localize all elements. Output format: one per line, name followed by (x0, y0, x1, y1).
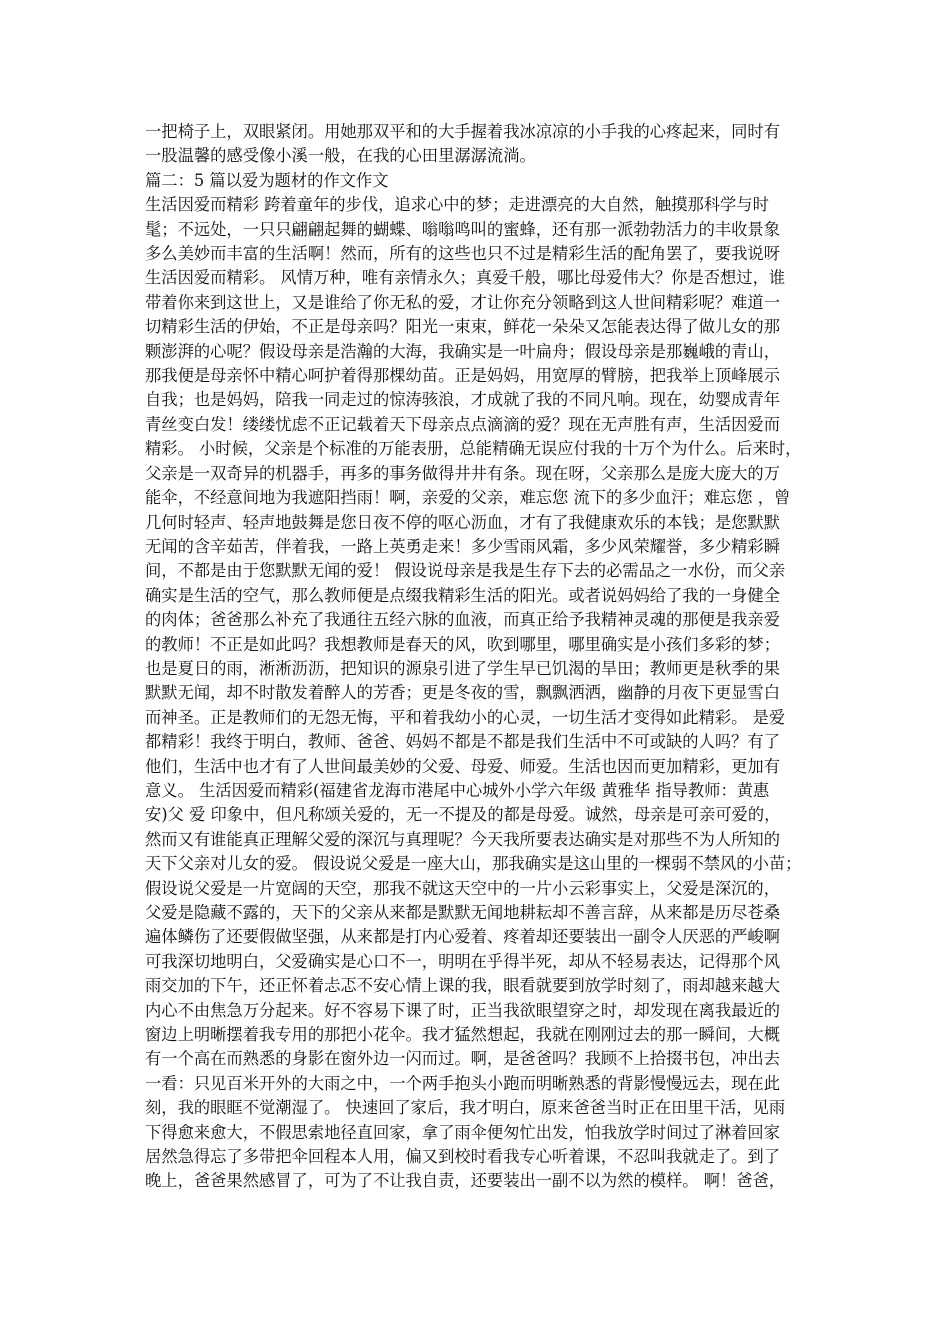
text-line: 能伞，不经意间地为我遮阳挡雨！啊，亲爱的父亲，难忘您 流下的多少血汗；难忘您 ，曾 (145, 488, 791, 508)
text-line: 也是夏日的雨，淅淅沥沥，把知识的源泉引进了学生早已饥渴的旱田；教师更是秋季的果 (145, 658, 780, 678)
text-line: 的教师！不正是如此吗？我想教师是春天的风，吹到哪里，哪里确实是小孩们多彩的梦； (145, 634, 780, 654)
text-line: 髦；不远处，一只只翩翩起舞的蝴蝶、嗡嗡鸣叫的蜜蜂，还有那一派勃勃活力的丰收景象 (145, 219, 780, 239)
text-line: 晚上，爸爸果然感冒了，可为了不让我自责，还要装出一副不以为然的模样。 啊！爸爸， (145, 1171, 786, 1191)
text-line: 天下父亲对儿女的爱。 假设说父爱是一座大山，那我确实是这山里的一棵弱不禁风的小苗； (145, 854, 802, 874)
text-line: 精彩。 小时候，父亲是个标准的万能表册，总能精确无误应付我的十万个为什么。后来时， (145, 439, 802, 459)
text-line: 一把椅子上，双眼紧闭。用她那双平和的大手握着我冰凉凉的小手我的心疼起来，同时有 (145, 122, 780, 141)
text-line: 一看：只见百米开外的大雨之中，一个两手抱头小跑而明晰熟悉的背影慢慢远去，现在此 (145, 1073, 780, 1093)
text-line: 一股温馨的感受像小溪一般，在我的心田里潺潺流淌。 (145, 146, 536, 166)
text-line: 意义。 生活因爱而精彩(福建省龙海市港尾中心城外小学六年级 黄雅华 指导教师：黄惠 (145, 780, 770, 800)
text-line: 多么美妙而丰富的生活啊！然而，所有的这些也只不过是精彩生活的配角罢了，要我说呀 (145, 244, 780, 264)
text-line: 内心不由焦急万分起来。好不容易下课了时，正当我欲眼望穿之时，却发现在离我最近的 (145, 1000, 780, 1020)
text-line: 自我；也是妈妈，陪我一同走过的惊涛骇浪，才成就了我的不同凡响。现在，幼婴成青年 (145, 390, 780, 410)
text-line: 篇二：5 篇以爱为题材的作文作文 (145, 170, 389, 190)
text-line: 那我便是母亲怀中精心呵护着得那棵幼苗。正是妈妈，用宽厚的臂膀，把我举上顶峰展示 (145, 366, 780, 386)
text-line: 刻，我的眼眶不觉潮湿了。 快速回了家后，我才明白，原来爸爸当时正在田里干活，见雨 (145, 1098, 786, 1118)
text-line: 无闻的含辛茹苦，伴着我，一路上英勇走来！多少雪雨风霜，多少风荣耀誉，多少精彩瞬 (145, 536, 780, 556)
text-line: 下得愈来愈大，不假思索地径直回家，拿了雨伞便匆忙出发，怕我放学时间过了淋着回家 (145, 1122, 780, 1142)
text-line: 生活因爱而精彩。 风情万种，唯有亲情永久；真爱千般，哪比母爱伟大？你是否想过，谁 (145, 268, 786, 288)
text-line: 默默无闻，却不时散发着醉人的芳香；更是冬夜的雪，飘飘洒洒，幽静的月夜下更显雪白 (145, 683, 780, 703)
text-line: 而神圣。正是教师们的无怨无悔，平和着我幼小的心灵，一切生活才变得如此精彩。 是爱 (145, 707, 786, 727)
text-line: 颗澎湃的心呢？假设母亲是浩瀚的大海，我确实是一叶扁舟；假设母亲是那巍峨的青山， (145, 341, 780, 361)
text-line: 间，不都是由于您默默无闻的爱！ 假设说母亲是我是生存下去的必需品之一水份，而父亲 (145, 561, 786, 581)
text-line: 几何时轻声、轻声地鼓舞是您日夜不停的呕心沥血，才有了我健康欢乐的本钱；是您默默 (145, 512, 780, 532)
text-line: 遍体鳞伤了还要假做坚强，从来都是打内心爱着、疼着却还要装出一副令人厌恶的严峻啊 (145, 927, 780, 947)
text-line: 他们，生活中也才有了人世间最美妙的父爱、母爱、师爱。生活也因而更加精彩，更加有 (145, 756, 780, 776)
text-line: 切精彩生活的伊始，不正是母亲吗？阳光一束束，鲜花一朵朵又怎能表达得了做儿女的那 (145, 317, 780, 337)
text-line: 窗边上明晰摆着我专用的那把小花伞。我才猛然想起，我就在刚刚过去的那一瞬间，大概 (145, 1025, 780, 1045)
text-line: 然而又有谁能真正理解父爱的深沉与真理呢？今天我所要表达确实是对那些不为人所知的 (145, 829, 780, 849)
text-line: 确实是生活的空气，那么教师便是点缀我精彩生活的阳光。或者说妈妈给了我的一身健全 (145, 585, 780, 605)
text-line: 假设说父爱是一片宽阔的天空，那我不就这天空中的一片小云彩事实上，父爱是深沉的， (145, 878, 780, 898)
text-line: 安)父 爱 印象中，但凡称颂关爱的，无一不提及的都是母爱。诚然，母亲是可亲可爱的， (145, 805, 781, 825)
text-line: 青丝变白发！缕缕忧虑不正记载着天下母亲点点滴滴的爱？现在无声胜有声，生活因爱而 (145, 414, 780, 434)
text-line: 雨交加的下午，还正怀着忐忑不安心情上课的我，眼看就要到放学时刻了，雨却越来越大 (145, 976, 780, 996)
text-line: 的肉体；爸爸那么补充了我通往五经六脉的血液，而真正给予我精神灵魂的那便是我亲爱 (145, 610, 780, 630)
text-line: 父爱是隐藏不露的，天下的父亲从来都是默默无闻地耕耘却不善言辞，从来都是历尽苍桑 (145, 903, 780, 922)
text-line: 父亲是一双奇异的机器手，再多的事务做得井井有条。现在呀，父亲那么是庞大庞大的万 (145, 463, 780, 483)
text-line: 带着你来到这世上，又是谁给了你无私的爱，才让你充分领略到这人世间精彩呢？难道一 (145, 292, 780, 312)
text-line: 有一个高在而熟悉的身影在窗外边一闪而过。啊，是爸爸吗？我顾不上拾掇书包，冲出去 (145, 1049, 780, 1069)
text-line: 都精彩！我终于明白，教师、爸爸、妈妈不都是不都是我们生活中不可或缺的人吗？有了 (145, 732, 780, 752)
text-line: 生活因爱而精彩 跨着童年的步伐，追求心中的梦；走进漂亮的大自然，触摸那科学与时 (145, 195, 769, 215)
essay-text-body (145, 120, 825, 1194)
text-line: 居然急得忘了多带把伞回程本人用，偏又到校时看我专心听着课，不忍叫我就走了。到了 (145, 1147, 780, 1167)
text-line: 可我深切地明白，父爱确实是心口不一，明明在乎得半死，却从不轻易表达，记得那个风 (145, 951, 780, 971)
